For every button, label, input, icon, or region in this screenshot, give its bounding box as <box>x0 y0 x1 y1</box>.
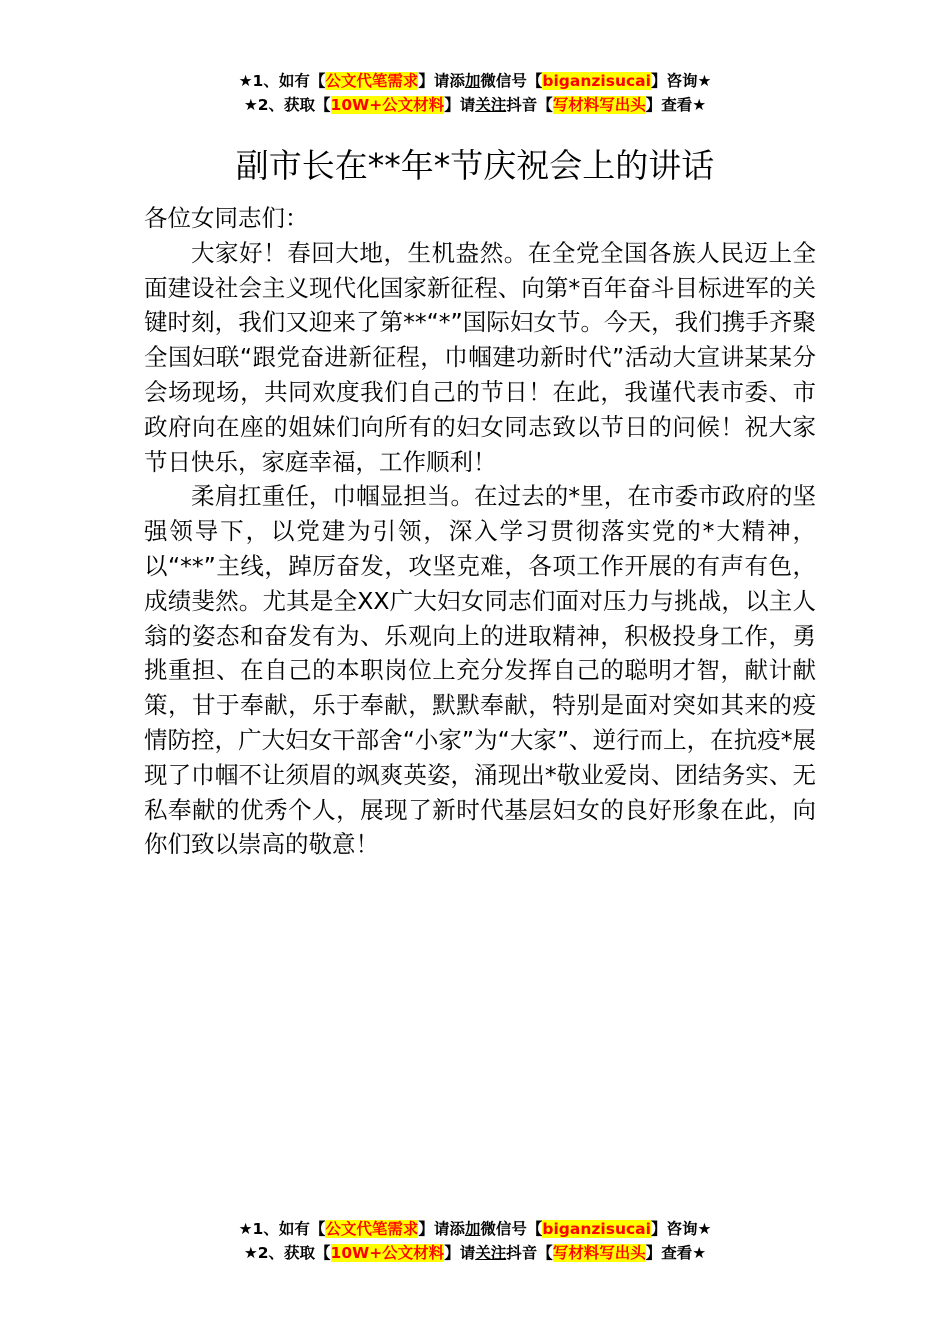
body-paragraph: 柔肩扛重任，巾帼显担当。在过去的*里，在市委市政府的坚强领导下，以党建为引领，深入学习贯彻落实党的*大精神，以“**”主线，踔厉奋发，攻坚克难，各项工作开展的有声有色，成绩斐然。尤其是全XX广大妇女同志们面对压力与挑战，以主人翁的姿态和奋发有为、乐观向上的进取精神，积极投身工作，勇挑重担、在自己的本职岗位上充分发挥自己的聪明才智，献计献策，甘于奉献，乐于奉献，默默奉献，特别是面对突如其来的疫情防控，广大妇女干部舍“小家”为“大家”、逆行而上，在抗疫*展现了巾帼不让须眉的飒爽英姿，涌现出*敬业爱岗、团结务实、无私奉献的优秀个人，展现了新时代基层妇女的良好形象在此，向你们致以崇高的敬意！ <box>144 482 816 859</box>
banner-line-1 <box>0 69 950 93</box>
banner-highlight: 公文代笔需求 <box>325 1220 419 1238</box>
banner-line-1 <box>0 1217 950 1241</box>
banner-highlight: 写材料写出头 <box>552 96 646 114</box>
banner-text: 】查看★ <box>645 96 707 114</box>
banner-underline: 加 <box>464 1220 481 1238</box>
banner-line-2 <box>0 93 950 117</box>
banner-highlight: biganzisucai <box>542 72 651 90</box>
banner-highlight: 写材料写出头 <box>552 1244 646 1262</box>
banner-text: ★2、获取【 <box>243 1244 331 1262</box>
banner-text: ★1、如有【 <box>238 72 326 90</box>
banner-text: 】咨询★ <box>650 1220 712 1238</box>
body-paragraph: 大家好！春回大地，生机盎然。在全党全国各族人民迈上全面建设社会主义现代化国家新征程、向第*百年奋斗目标进军的关键时刻，我们又迎来了第**“*”国际妇女节。今天，我们携手齐聚全国妇联“跟党奋进新征程，巾帼建功新时代”活动大宣讲某某分会场现场，共同欢度我们自己的节日！在此，我谨代表市委、市政府向在座的姐妹们向所有的妇女同志致以节日的问候！祝大家节日快乐，家庭幸福，工作顺利！ <box>144 238 816 476</box>
header-banner <box>0 69 950 117</box>
banner-text: 】请添 <box>418 1220 465 1238</box>
banner-text: 抖音【 <box>506 96 553 114</box>
banner-text: 】查看★ <box>645 1244 707 1262</box>
footer-banner <box>0 1217 950 1265</box>
banner-line-2 <box>0 1241 950 1265</box>
banner-highlight: 公文代笔需求 <box>325 72 419 90</box>
banner-text: 】请 <box>444 1244 476 1262</box>
banner-text: ★2、获取【 <box>243 96 331 114</box>
document-title: 副市长在**年*节庆祝会上的讲话 <box>235 146 715 185</box>
banner-text: 微信号【 <box>480 72 543 90</box>
banner-highlight: biganzisucai <box>542 1220 651 1238</box>
banner-text: 】请 <box>444 96 476 114</box>
banner-text: ★1、如有【 <box>238 1220 326 1238</box>
salutation: 各位女同志们： <box>144 204 309 232</box>
document-body <box>144 201 816 862</box>
banner-text: 抖音【 <box>506 1244 553 1262</box>
banner-text: 】咨询★ <box>650 72 712 90</box>
banner-underline: 关注 <box>475 1244 507 1262</box>
banner-underline: 关注 <box>475 96 507 114</box>
banner-text: 微信号【 <box>480 1220 543 1238</box>
banner-highlight: 10W+公文材料 <box>330 96 445 114</box>
banner-underline: 加 <box>464 72 481 90</box>
banner-highlight: 10W+公文材料 <box>330 1244 445 1262</box>
banner-text: 】请添 <box>418 72 465 90</box>
